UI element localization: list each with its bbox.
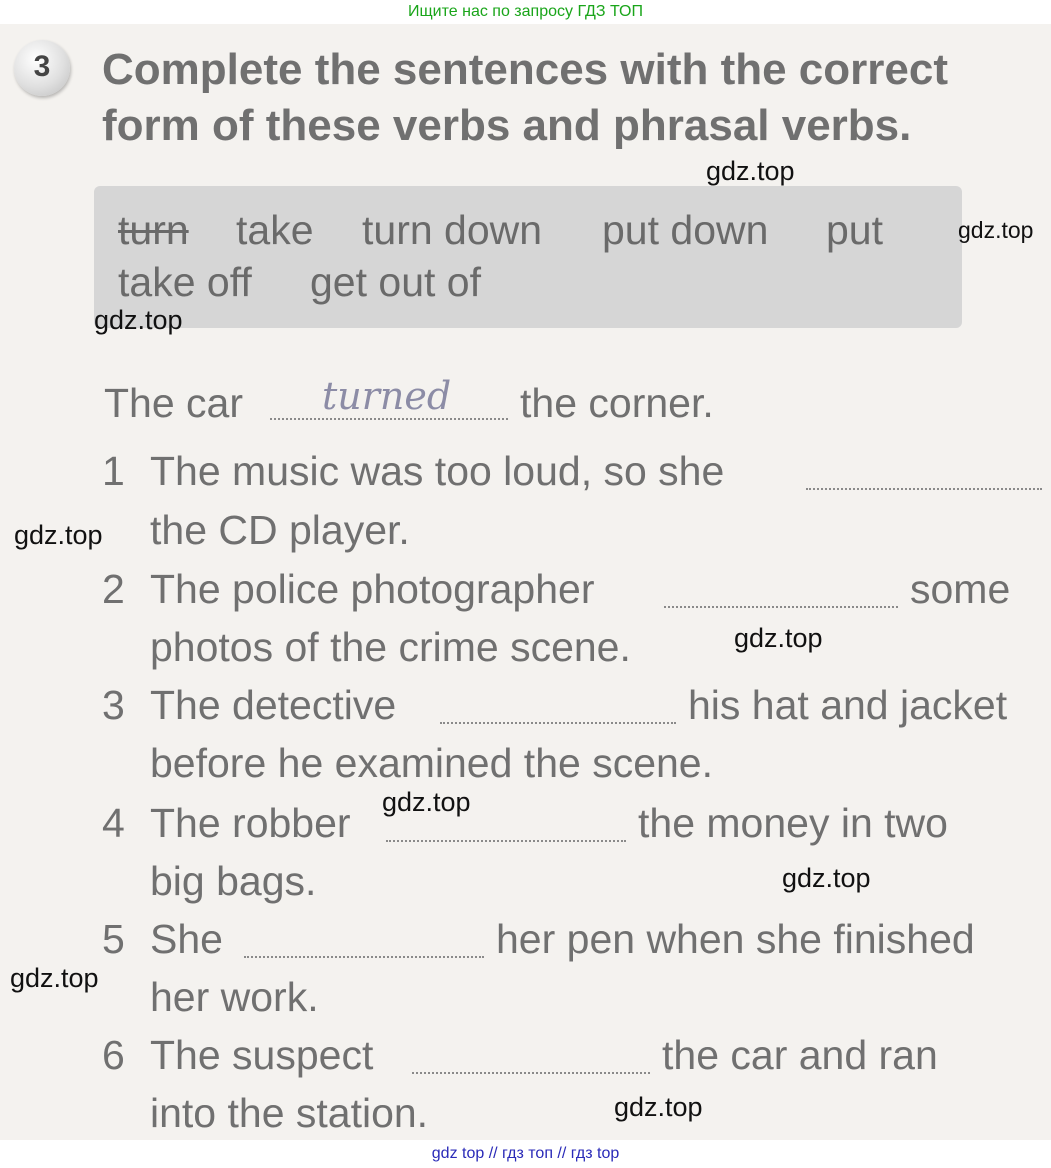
sentence-3-number: 3 [102, 682, 125, 728]
example-blank [270, 418, 508, 420]
watermark: gdz.top [734, 623, 823, 653]
watermark: gdz.top [10, 963, 99, 993]
watermark: gdz.top [958, 217, 1034, 243]
sentence-1-part-a: The music was too loud, so she [150, 448, 725, 494]
sentence-5-part-b: her work. [150, 974, 319, 1020]
top-banner[interactable]: Ищите нас по запросу ГДЗ ТОП [0, 0, 1051, 24]
sentence-2-part-a: The police photographer [150, 566, 595, 612]
sentence-6-part-a: The suspect [150, 1032, 374, 1078]
sentence-4-blank[interactable] [386, 840, 626, 842]
title-line-1: Complete the sentences with the correct [102, 45, 948, 94]
watermark: gdz.top [706, 156, 795, 186]
watermark: gdz.top [94, 305, 183, 335]
sentence-2-number: 2 [102, 566, 125, 612]
sentence-1-number: 1 [102, 448, 125, 494]
verb-get-out-of: get out of [310, 259, 481, 305]
sentence-6-blank[interactable] [412, 1072, 650, 1074]
title-line-2: form of these verbs and phrasal verbs. [102, 101, 912, 150]
verb-take-off: take off [118, 259, 252, 305]
sentence-6-part-a2: the car and ran [662, 1032, 938, 1078]
verb-turn-down: turn down [362, 207, 543, 253]
sentence-4-number: 4 [102, 800, 125, 846]
sentence-5-number: 5 [102, 916, 125, 962]
sentence-6-number: 6 [102, 1032, 125, 1078]
example-answer: turned [322, 374, 452, 418]
verb-put: put [826, 207, 883, 253]
sentence-4-part-a2: the money in two [638, 800, 948, 846]
verb-put-down: put down [602, 207, 769, 253]
sentence-3-part-a: The detective [150, 682, 397, 728]
sentence-1-blank[interactable] [806, 488, 1042, 490]
sentence-2-part-a2: some [910, 566, 1011, 612]
sentence-2-part-b: photos of the crime scene. [150, 624, 631, 670]
verb-turn: turn [118, 207, 189, 253]
sentence-1-part-b: the CD player. [150, 507, 410, 553]
watermark: gdz.top [382, 787, 471, 817]
sentence-6-part-b: into the station. [150, 1090, 429, 1136]
exercise-title [102, 42, 1022, 154]
sentence-5-blank[interactable] [244, 956, 484, 958]
sentence-5-part-a2: her pen when she finished [496, 916, 975, 962]
watermark: gdz.top [14, 520, 103, 550]
sentence-4-part-a: The robber [150, 800, 351, 846]
exercise-number-badge: 3 [14, 40, 70, 96]
example-text-after: the corner. [520, 380, 714, 426]
bottom-footer[interactable]: gdz top // гдз топ // гдз top [0, 1140, 1051, 1168]
watermark: gdz.top [782, 863, 871, 893]
sentence-3-part-b: before he examined the scene. [150, 740, 713, 786]
verb-take: take [236, 207, 314, 253]
example-text-before: The car [104, 380, 243, 426]
sentence-5-part-a: She [150, 916, 223, 962]
sentence-2-blank[interactable] [664, 606, 898, 608]
sentence-3-part-a2: his hat and jacket [688, 682, 1008, 728]
sentence-3-blank[interactable] [440, 722, 676, 724]
sentence-4-part-b: big bags. [150, 858, 317, 904]
watermark: gdz.top [614, 1092, 703, 1122]
